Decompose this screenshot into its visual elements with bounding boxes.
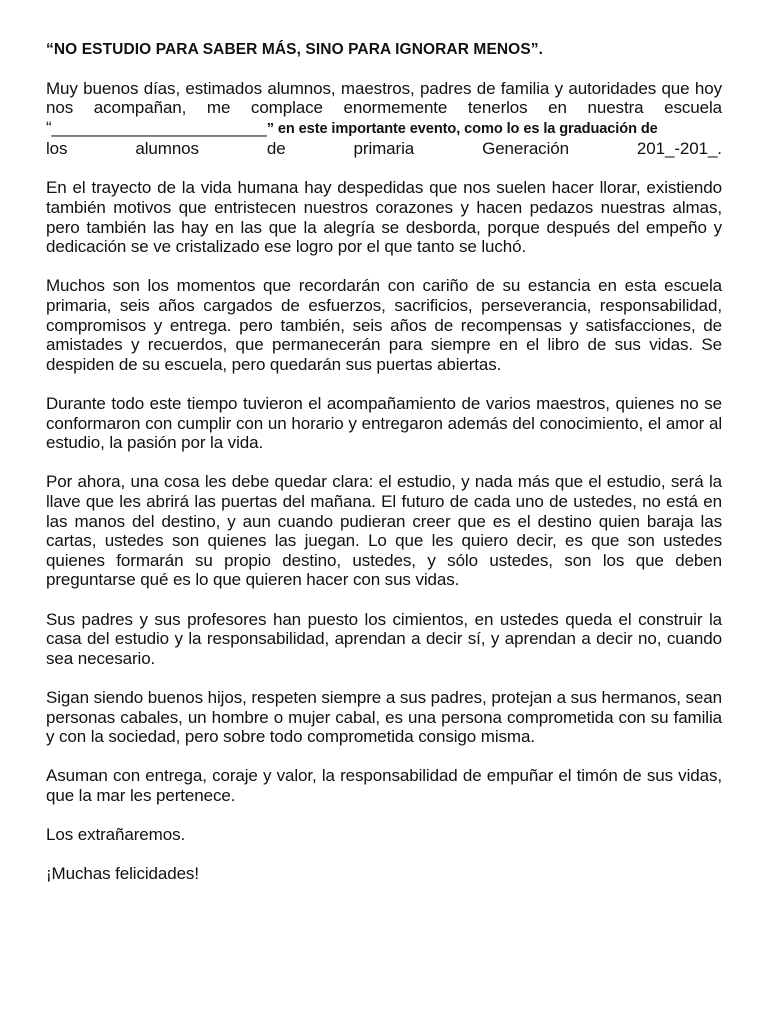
last-line-word: primaria	[353, 139, 415, 159]
paragraph-maestros: Durante todo este tiempo tuvieron el acompañamiento de varios maestros, quienes no se conformaron con cumplir con un horario y entregaron además del conocimiento, el amor al estudio, la pasión por la vida.	[46, 394, 722, 453]
paragraph-padres: Sus padres y sus profesores han puesto los cimientos, en ustedes queda el construir la casa del estudio y la responsabilidad, aprendan a decir sí, y aprendan a decir no, cuando sea necesario.	[46, 609, 722, 668]
paragraph-estudio: Por ahora, una cosa les debe quedar clara: el estudio, y nada más que el estudio, será la llave que les abrirá las puertas del mañana. El futuro de cada uno de ustedes, no está en las manos del destino, y aun cuando pudieran creer que es el destino quien baraja las cartas, ustedes son quienes las juegan. Lo que les quiero decir, es que son ustedes quienes formarán su propio destino, ustedes, y sólo ustedes, son los que deben preguntarse qué es lo que quieren hacer con sus vidas.	[46, 472, 722, 590]
paragraph-felicidades: ¡Muchas felicidades!	[46, 864, 199, 884]
greeting-bold-text: ” en este importante evento, como lo es la graduación de	[266, 120, 658, 137]
paragraph-extranaremos: Los extrañaremos.	[46, 825, 186, 845]
document-page	[46, 40, 722, 903]
last-line-word: de	[266, 139, 286, 159]
paragraph-asuman: Asuman con entrega, coraje y valor, la responsabilidad de empuñar el timón de sus vidas, que la mar les pertenece.	[46, 766, 722, 805]
document-title: “NO ESTUDIO PARA SABER MÁS, SINO PARA IGNORAR MENOS”.	[46, 41, 544, 58]
paragraph-buenos-hijos: Sigan siendo buenos hijos, respeten siempre a sus padres, protejan a sus hermanos, sean personas cabales, un hombre o mujer cabal, es una persona comprometida con su familia y con la sociedad, pero sobre todo comprometida consigo misma.	[46, 687, 722, 747]
greeting-last-line	[46, 139, 722, 159]
paragraph-greeting	[46, 79, 722, 159]
last-line-word: los	[46, 139, 68, 159]
paragraph-trayecto: En el trayecto de la vida humana hay despedidas que nos suelen hacer llorar, existiendo también motivos que entristecen nuestros corazones y hacen pedazos nuestras almas, pero también las hay en las que la alegría se desborda, porque después del empeño y dedicación se ve cristalizado ese logro por el que tanto se luchó.	[46, 178, 722, 257]
paragraph-momentos: Muchos son los momentos que recordarán con cariño de su estancia en esta escuela primaria, seis años cargados de esfuerzos, sacrificios, perseverancia, responsabilidad, compromisos y entrega. pero también, seis años de recompensas y satisfacciones, de amistades y recuerdos, que permanecerán para siempre en el libro de sus vidas. Se despiden de su escuela, pero quedarán sus puertas abiertas.	[46, 276, 722, 374]
greeting-text: Muy buenos días, estimados alumnos, maestros, padres de familia y autoridades que hoy nos acompañan, me complace enormemente tenerlos en nuestra escuela “_______________________	[46, 78, 722, 137]
last-line-word: alumnos	[135, 139, 199, 159]
last-line-word: 201_-201_.	[636, 139, 722, 159]
last-line-word: Generación	[482, 139, 569, 159]
